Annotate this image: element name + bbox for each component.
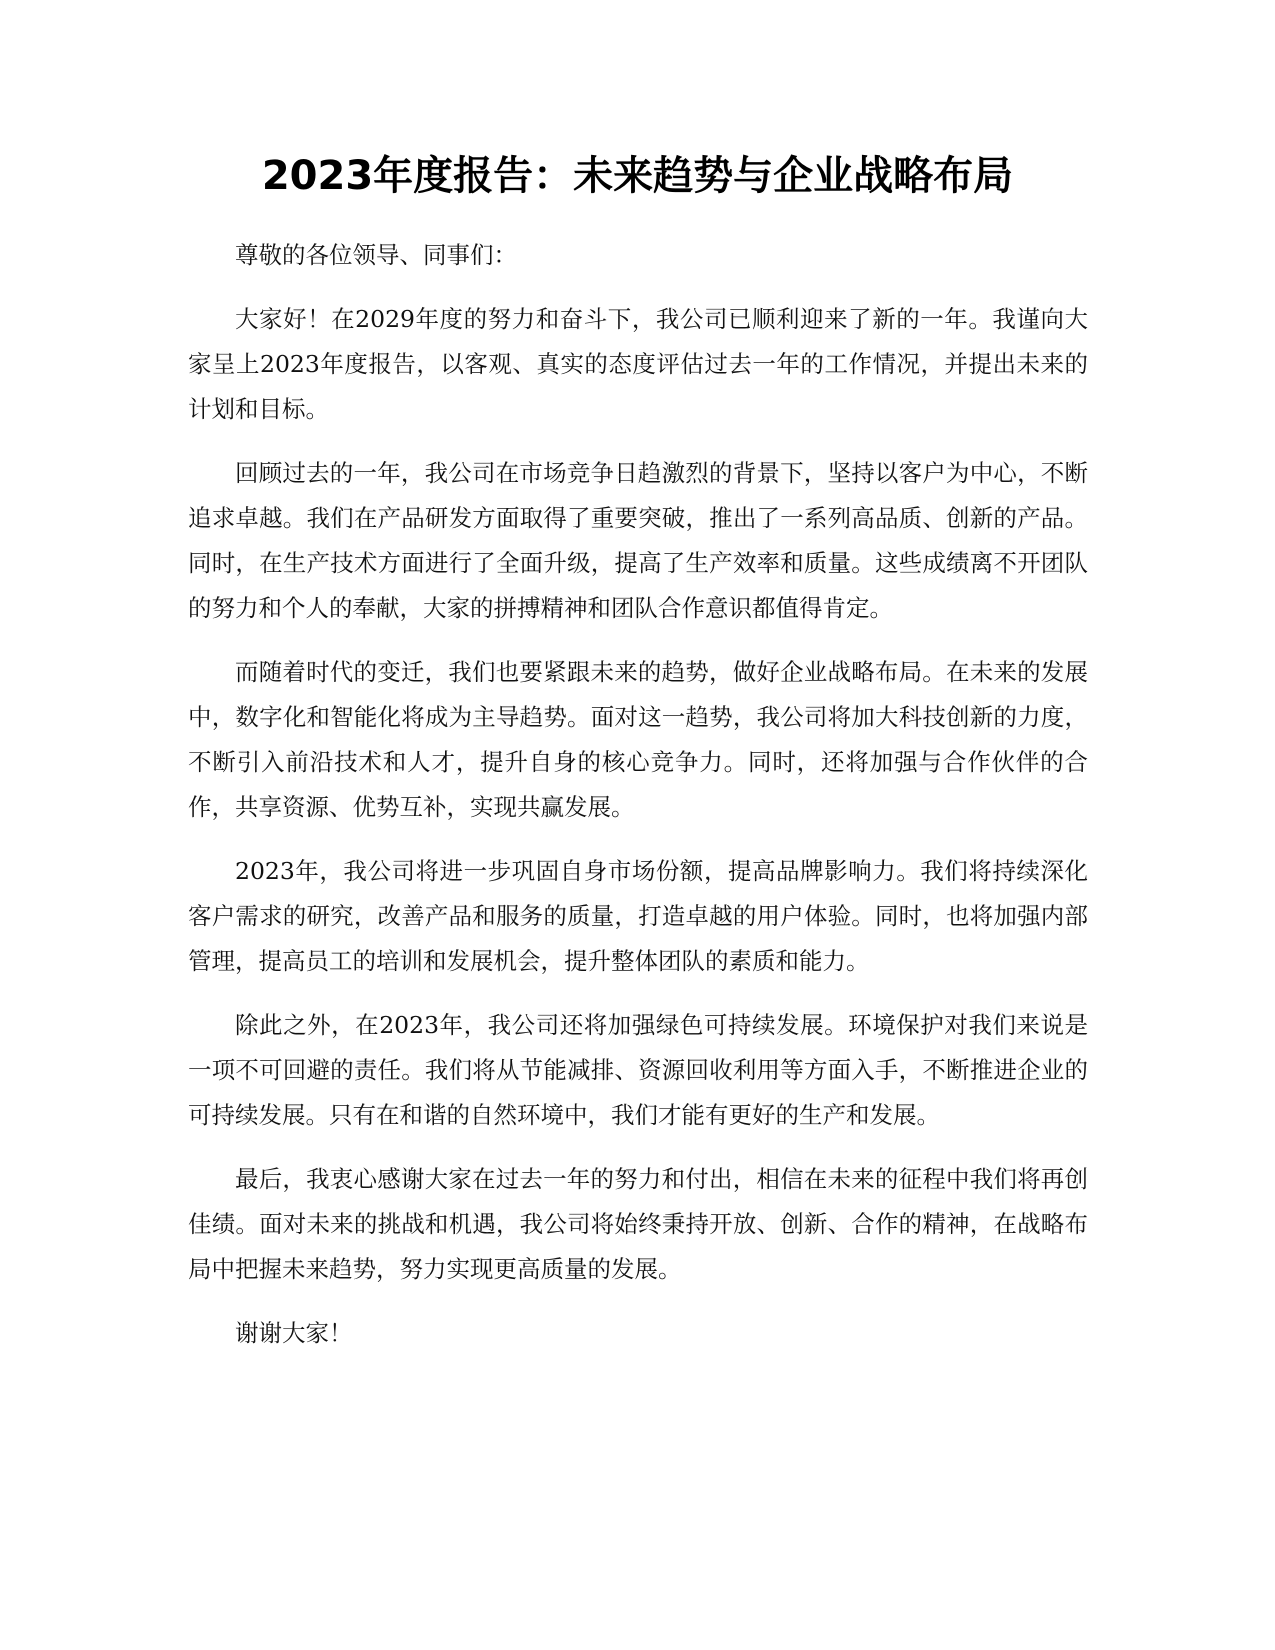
strategy-paragraph: 而随着时代的变迁，我们也要紧跟未来的趋势，做好企业战略布局。在未来的发展中，数字化和智能化将成为主导趋势。面对这一趋势，我公司将加大科技创新的力度，不断引入前沿技术和人才，提升自身的核心竞争力。同时，还将加强与合作伙伴的合作，共享资源、优势互补，实现共赢发展。 <box>188 658 1088 821</box>
thanks-paragraph: 谢谢大家！ <box>235 1319 353 1347</box>
greeting-paragraph: 尊敬的各位领导、同事们： <box>235 241 517 269</box>
intro-paragraph: 大家好！在2029年度的努力和奋斗下，我公司已顺利迎来了新的一年。我谨向大家呈上2023年度报告，以客观、真实的态度评估过去一年的工作情况，并提出未来的计划和目标。 <box>188 305 1088 423</box>
review-paragraph: 回顾过去的一年，我公司在市场竞争日趋激烈的背景下，坚持以客户为中心，不断追求卓越。我们在产品研发方面取得了重要突破，推出了一系列高品质、创新的产品。同时，在生产技术方面进行了全面升级，提高了生产效率和质量。这些成绩离不开团队的努力和个人的奉献，大家的拼搏精神和团队合作意识都值得肯定。 <box>188 459 1088 622</box>
document-title: 2023年度报告：未来趋势与企业战略布局 <box>261 153 1014 199</box>
plan-paragraph: 2023年，我公司将进一步巩固自身市场份额，提高品牌影响力。我们将持续深化客户需求的研究，改善产品和服务的质量，打造卓越的用户体验。同时，也将加强内部管理，提高员工的培训和发展机会，提升整体团队的素质和能力。 <box>188 857 1088 975</box>
closing-paragraph: 最后，我衷心感谢大家在过去一年的努力和付出，相信在未来的征程中我们将再创佳绩。面对未来的挑战和机遇，我公司将始终秉持开放、创新、合作的精神，在战略布局中把握未来趋势，努力实现更高质量的发展。 <box>188 1165 1088 1283</box>
document-body <box>188 233 1088 1375</box>
sustainability-paragraph: 除此之外，在2023年，我公司还将加强绿色可持续发展。环境保护对我们来说是一项不可回避的责任。我们将从节能减排、资源回收利用等方面入手，不断推进企业的可持续发展。只有在和谐的自然环境中，我们才能有更好的生产和发展。 <box>188 1011 1088 1129</box>
